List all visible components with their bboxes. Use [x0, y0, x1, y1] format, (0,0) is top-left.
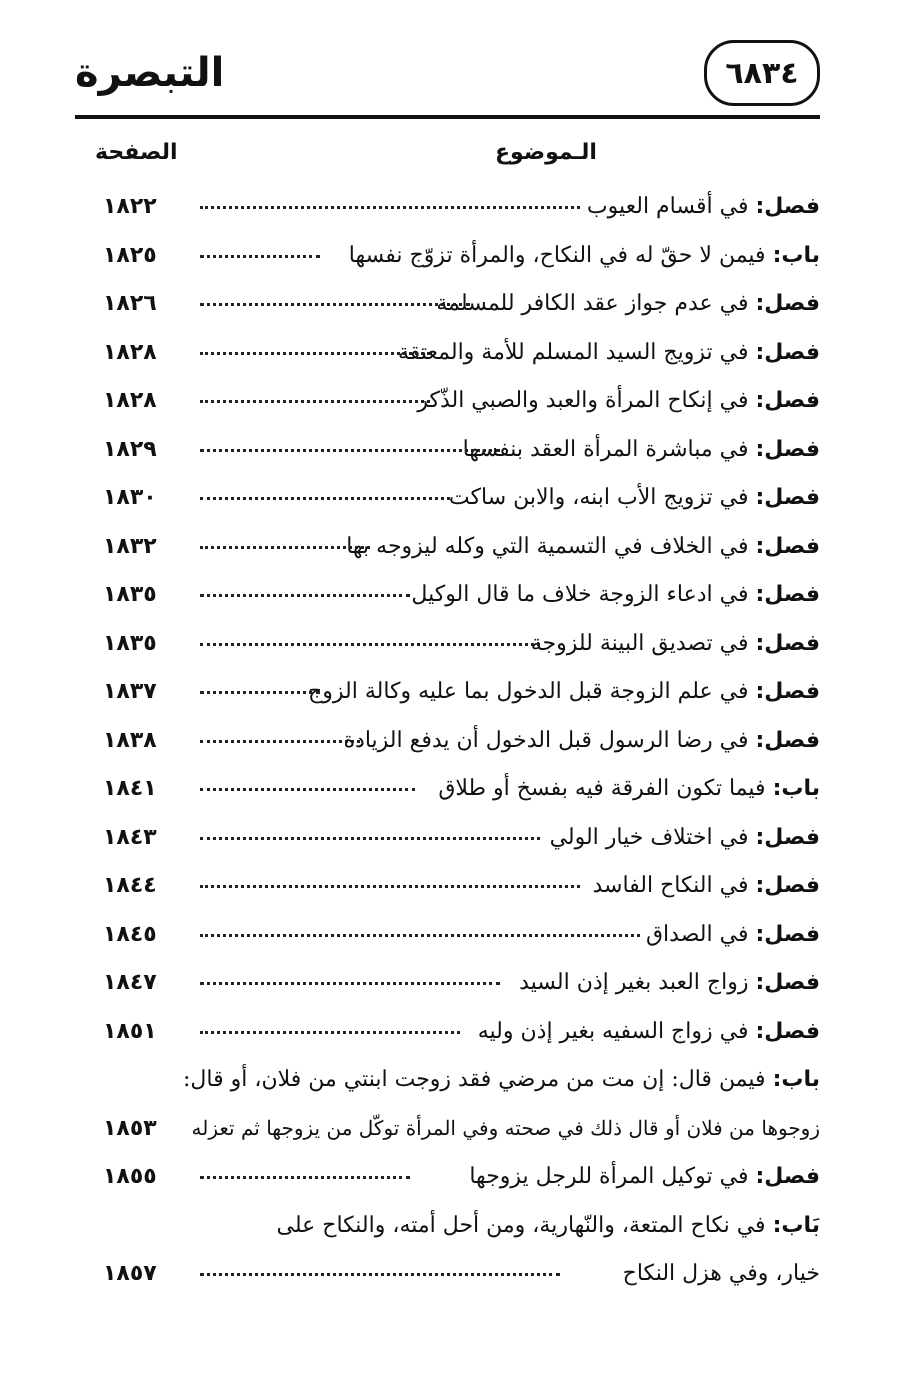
leader-dots: [200, 206, 580, 209]
toc-entry-wrapped-line2: [75, 1253, 820, 1302]
entry-text: في اختلاف خيار الولي: [549, 824, 749, 850]
toc-entry: [75, 623, 820, 672]
leader-dots: [200, 449, 500, 452]
entry-tag: فصل:: [755, 388, 820, 413]
entry-tag: فصل:: [755, 921, 820, 947]
leader-dots: [200, 885, 580, 888]
header-rule: [75, 115, 820, 119]
entry-page: ١٨٤٥: [103, 921, 157, 947]
toc-entry: [75, 1011, 820, 1060]
toc-entry: [75, 332, 820, 381]
entry-page: ١٨٥١: [103, 1018, 157, 1044]
entry-tag: فصل:: [755, 436, 820, 462]
toc-entry: [75, 429, 820, 478]
entry-text: في الصداق: [645, 921, 749, 947]
entry-page: ١٨٢٨: [103, 388, 157, 413]
entry-page: ١٨٢٢: [103, 194, 157, 219]
entry-text: خيار، وفي هزل النكاح: [622, 1261, 820, 1286]
toc-entry-wrapped-line1: [75, 1059, 820, 1108]
leader-dots: [200, 255, 320, 258]
entry-tag: باب:: [772, 776, 820, 801]
entry-text: في تزويج الأب ابنه، والابن ساكت: [448, 485, 749, 510]
entry-text: في نكاح المتعة، والنّهارية، ومن أحل أمته، والنكاح على: [276, 1212, 766, 1238]
leader-dots: [200, 1176, 410, 1179]
page-header: [75, 40, 820, 112]
entry-tag: فصل:: [755, 1164, 820, 1189]
entry-text: زواج العبد بغير إذن السيد: [519, 970, 749, 995]
entry-tag: فصل:: [755, 485, 820, 510]
table-of-contents: [75, 186, 820, 1302]
entry-text: في إنكاح المرأة والعبد والصبي الذّكر: [417, 388, 749, 413]
toc-entry: [75, 380, 820, 429]
entry-page: ١٨٤٣: [103, 824, 157, 850]
toc-entry: [75, 720, 820, 769]
leader-dots: [200, 400, 430, 403]
entry-page: ١٨٢٦: [103, 291, 157, 316]
toc-entry: [75, 1156, 820, 1205]
entry-tag: باب:: [772, 242, 820, 268]
entry-text: في أقسام العيوب: [586, 194, 749, 219]
topic-column-header: الـموضوع: [495, 140, 597, 165]
entry-text: في تزويج السيد المسلم للأمة والمعتقة: [397, 339, 749, 365]
toc-entry-wrapped-line1: [75, 1205, 820, 1254]
entry-text: في الخلاف في التسمية التي وكله ليزوجه بها: [346, 533, 749, 559]
entry-tag: بَاب:: [772, 1212, 820, 1238]
toc-entry: [75, 962, 820, 1011]
entry-page: ١٨٥٥: [103, 1164, 157, 1189]
leader-dots: [200, 594, 410, 597]
entry-page: ١٨٤١: [103, 776, 157, 801]
page-number-badge: [704, 40, 820, 106]
leader-dots: [200, 497, 450, 500]
leader-dots: [200, 1273, 560, 1276]
toc-entry: [75, 526, 820, 575]
entry-page: ١٨٣٥: [103, 582, 157, 607]
leader-dots: [200, 643, 540, 646]
entry-page: ١٨٣٨: [103, 727, 157, 753]
leader-dots: [200, 546, 370, 549]
toc-entry: [75, 914, 820, 963]
leader-dots: [200, 982, 500, 985]
entry-tag: فصل:: [755, 824, 820, 850]
entry-tag: فصل:: [755, 873, 820, 898]
entry-text: في تصديق البينة للزوجة: [530, 630, 749, 656]
entry-text: في توكيل المرأة للرجل يزوجها: [469, 1164, 749, 1189]
entry-text: فيمن قال: إن مت من مرضي فقد زوجت ابنتي من فلان، أو قال:: [183, 1067, 766, 1092]
entry-page: ١٨٥٣: [103, 1115, 157, 1141]
entry-tag: فصل:: [755, 1018, 820, 1044]
entry-tag: باب:: [772, 1067, 820, 1092]
entry-text: في عدم جواز عقد الكافر للمسلمة: [436, 291, 749, 316]
leader-dots: [200, 934, 640, 937]
entry-tag: فصل:: [755, 291, 820, 316]
leader-dots: [200, 740, 360, 743]
toc-entry: [75, 186, 820, 235]
toc-entry: [75, 283, 820, 332]
page-column-header: الصفحة: [95, 140, 178, 165]
entry-tag: فصل:: [755, 727, 820, 753]
entry-page: ١٨٥٧: [103, 1261, 157, 1286]
entry-text: في علم الزوجة قبل الدخول بما عليه وكالة الزوج: [308, 679, 749, 704]
entry-page: ١٨٢٨: [103, 339, 157, 365]
entry-text: في ادعاء الزوجة خلاف ما قال الوكيل: [411, 582, 749, 607]
toc-entry: [75, 477, 820, 526]
entry-page: ١٨٢٥: [103, 242, 157, 268]
entry-page: ١٨٣٠: [103, 485, 157, 510]
entry-page: ١٨٤٧: [103, 970, 157, 995]
entry-tag: فصل:: [755, 194, 820, 219]
entry-text: فيمن لا حقّ له في النكاح، والمرأة تزوّج نفسها: [348, 242, 766, 268]
toc-entry-wrapped-line2: [75, 1108, 820, 1157]
entry-tag: فصل:: [755, 339, 820, 365]
entry-tag: فصل:: [755, 679, 820, 704]
toc-entry: [75, 865, 820, 914]
toc-entry: [75, 235, 820, 284]
column-headers: [75, 140, 820, 180]
page-number: ٦٨٣٤: [725, 55, 799, 91]
entry-page: ١٨٣٧: [103, 679, 157, 704]
entry-text: في رضا الرسول قبل الدخول أن يدفع الزيادة: [343, 727, 749, 753]
leader-dots: [200, 691, 320, 694]
book-title: التبصرة: [75, 50, 225, 96]
entry-tag: فصل:: [755, 630, 820, 656]
entry-page: ١٨٣٢: [103, 533, 157, 559]
toc-entry: [75, 817, 820, 866]
entry-text: في النكاح الفاسد: [592, 873, 749, 898]
entry-page: ١٨٢٩: [103, 436, 157, 462]
entry-tag: فصل:: [755, 533, 820, 559]
toc-entry: [75, 574, 820, 623]
toc-entry: [75, 671, 820, 720]
entry-tag: فصل:: [755, 970, 820, 995]
leader-dots: [200, 788, 415, 791]
entry-tag: فصل:: [755, 582, 820, 607]
entry-page: ١٨٣٥: [103, 630, 157, 656]
entry-text: في مباشرة المرأة العقد بنفسها: [462, 436, 749, 462]
leader-dots: [200, 352, 430, 355]
leader-dots: [200, 303, 470, 306]
entry-text: في زواج السفيه بغير إذن وليه: [477, 1018, 749, 1044]
leader-dots: [200, 1031, 460, 1034]
toc-entry: [75, 768, 820, 817]
entry-page: ١٨٤٤: [103, 873, 157, 898]
entry-text: فيما تكون الفرقة فيه بفسخ أو طلاق: [438, 776, 766, 801]
leader-dots: [200, 837, 540, 840]
entry-text: زوجوها من فلان أو قال ذلك في صحته وفي المرأة توكّل من يزوجها ثم تعزله: [191, 1115, 820, 1140]
